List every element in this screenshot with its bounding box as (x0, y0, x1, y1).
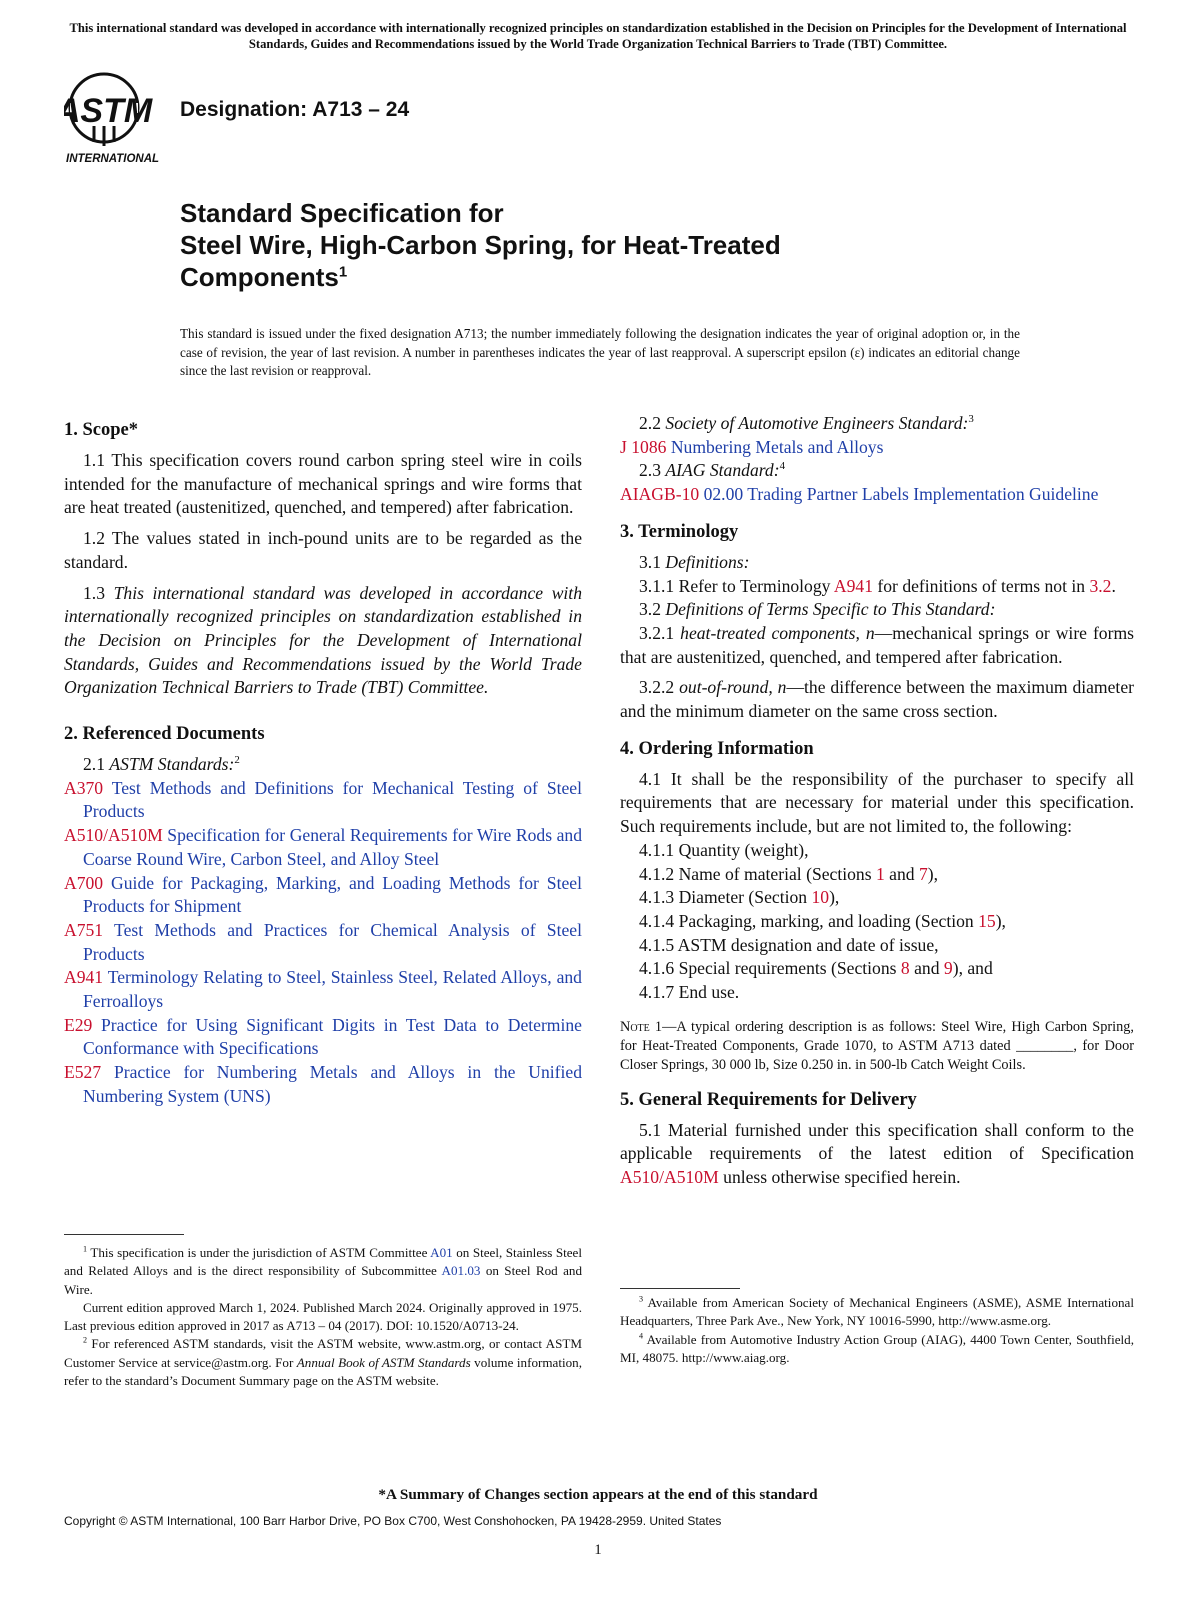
reference-item[interactable] (64, 966, 582, 1013)
reference-code[interactable]: A510/A510M (64, 825, 163, 846)
footnote-divider (64, 1234, 184, 1235)
footnote-3: $^3$ Available from American Society of Mechanical Engineers (ASME), ASME International Headquarters, Three Park Ave., New York, NY 10016-5990, http://www.asme.org. (620, 1294, 1134, 1329)
footnote-ref-2[interactable]: 2 (234, 754, 240, 767)
link-a01-03[interactable]: A01.03 (441, 1263, 481, 1279)
para-2-3: 2.3 AIAG Standard:$^4$ (639, 460, 786, 481)
reference-item[interactable] (64, 1014, 582, 1061)
para-1-2: 1.2 The values stated in inch-pound units are to be regarded as the standard. (64, 528, 582, 572)
ref-sae[interactable]: J 1086 Numbering Metals and Alloys (620, 436, 884, 457)
footnote-ref-4[interactable]: 4 (779, 460, 786, 473)
section-5-heading: 5. General Requirements for Delivery (620, 1089, 917, 1110)
reference-title[interactable]: Practice for Using Significant Digits in Test Data to Determine Conformance with Specifications (83, 1014, 582, 1059)
para-1-1: 1.1 This specification covers round carbon spring steel wire in coils intended for the manufacture of mechanical springs and wire forms that are heat treated (austenitized, quenched, and tempered) after fabrication. (64, 450, 582, 518)
item-4-1-1: 4.1.1 Quantity (weight), (639, 839, 809, 860)
footnote-1: $^1$ This specification is under the jurisdiction of ASTM Committee A01 on Steel, Stainless Steel and Related Alloys and is the direct responsibility of Subcommittee A01.03 on Steel Rod and Wire. (64, 1244, 583, 1297)
reference-code[interactable]: E29 (64, 1014, 93, 1035)
summary-note: *A Summary of Changes section appears at the end of this standard (378, 1486, 818, 1503)
left-column (64, 418, 583, 1389)
link-section-7[interactable]: 7 (918, 863, 928, 884)
link-section-10[interactable]: 10 (811, 887, 830, 908)
issued-note: This standard is issued under the fixed designation A713; the number immediately following the designation indicates the year of original adoption or, in the case of revision, the year of last revision. A number in parentheses indicates the year of last reapproval. A superscript epsilon (ε) indicates an editorial change since the last revision or reapproval. (180, 326, 1020, 378)
reference-item[interactable] (64, 919, 582, 966)
link-3-2[interactable]: 3.2 (1089, 575, 1112, 596)
footnote-2: $^2$ For referenced ASTM standards, visit the ASTM website, www.astm.org, or contact ASTM Customer Service at service@astm.org. For Annual Book of ASTM Standards volume information, refer to the standard’s Document Summary page on the ASTM website. (64, 1336, 582, 1389)
para-2-2: 2.2 Society of Automotive Engineers Standard:$^3$ (639, 413, 974, 433)
para-2-1: 2.1 ASTM Standards:$^2$ (83, 754, 240, 775)
document-title (180, 197, 781, 293)
link-section-15[interactable]: 15 (978, 910, 996, 931)
para-3-2-2: 3.2.2 out-of-round, n—the difference between the maximum diameter and the minimum diameter on the same cross section. (620, 677, 1134, 722)
para-3-1-1: 3.1.1 Refer to Terminology A941 for definitions of terms not in 3.2. (639, 575, 1116, 596)
reference-title[interactable]: Test Methods and Definitions for Mechanical Testing of Steel Products (83, 777, 582, 822)
item-4-1-5: 4.1.5 ASTM designation and date of issue, (639, 934, 939, 955)
para-5-1: 5.1 Material furnished under this specification shall conform to the applicable requirements of the latest edition of Specification A510/A510M unless otherwise specified herein. (620, 1119, 1134, 1188)
section-4-heading: 4. Ordering Information (620, 738, 814, 759)
item-4-1-2: 4.1.2 Name of material (Sections 1 and 7), (639, 863, 939, 884)
reference-title[interactable]: Terminology Relating to Steel, Stainless Steel, Related Alloys, and Ferroalloys (83, 967, 582, 1012)
footnote-1-edition: Current edition approved March 1, 2024. Published March 2024. Originally approved in 1975. Last previous edition approved in 2017 as A713 – 04 (2017). DOI: 10.1520/A0713-24. (64, 1299, 582, 1334)
title-footnote-ref[interactable]: 1 (338, 263, 348, 281)
top-notice: This international standard was developed in accordance with internationally recognized principles on standardization established in the Decision on Principles for the Development of International Standards, Guides and Recommendations issued by the World Trade Organization Technical Barriers to Trade (TBT) Committee. (69, 21, 1127, 51)
reference-item[interactable] (64, 872, 582, 919)
right-column (620, 412, 1134, 1365)
footnotes-left (64, 1244, 582, 1390)
footnotes-right (620, 1294, 1134, 1367)
copyright: Copyright © ASTM International, 100 Barr Harbor Drive, PO Box C700, West Conshohocken, PA 19428-2959. United States (64, 1514, 722, 1528)
para-1-3: 1.3 This international standard was developed in accordance with internationally recognized principles on standardization established in the Decision on Principles for the Development of International Standards, Guides and Recommendations issued by the World Trade Organization Technical Barriers to Trade (TBT) Committee. (64, 582, 582, 698)
item-4-1-4: 4.1.4 Packaging, marking, and loading (Section 15), (639, 910, 1006, 931)
link-section-1[interactable]: 1 (875, 863, 885, 884)
section-1-heading: 1. Scope* (64, 420, 138, 440)
link-section-8[interactable]: 8 (900, 958, 910, 979)
reference-code[interactable]: A700 (64, 872, 104, 893)
reference-item[interactable] (64, 824, 582, 871)
section-3-heading: 3. Terminology (620, 521, 739, 542)
astm-logo (64, 70, 170, 166)
reference-title[interactable]: Test Methods and Practices for Chemical Analysis of Steel Products (83, 919, 582, 964)
title-line-2: Steel Wire, High-Carbon Spring, for Heat-Treated (180, 230, 781, 260)
para-4-1: 4.1 It shall be the responsibility of the purchaser to specify all requirements that are necessary for material under this specification. Such requirements include, but are not limited to, the following: (620, 768, 1134, 837)
note-1: Note 1—A typical ordering description is as follows: Steel Wire, High Carbon Spring, for Heat-Treated Components, Grade 1070, to ASTM A713 dated ________, for Door Closer Springs, 30 000 lb, Size 0.250 in. in 500-lb Catch Weight Coils. (620, 1018, 1134, 1073)
designation: Designation: A713 – 24 (180, 98, 410, 121)
footnote-divider-right (620, 1288, 740, 1289)
section-2-heading: 2. Referenced Documents (64, 724, 265, 745)
reference-code[interactable]: A751 (64, 919, 104, 940)
link-section-9[interactable]: 9 (943, 958, 953, 979)
reference-title[interactable]: Guide for Packaging, Marking, and Loading Methods for Steel Products for Shipment (83, 872, 582, 917)
link-a01[interactable]: A01 (430, 1245, 453, 1260)
reference-code[interactable]: E527 (64, 1062, 102, 1083)
item-4-1-3: 4.1.3 Diameter (Section 10), (639, 887, 840, 908)
link-a941[interactable]: A941 (833, 575, 873, 596)
para-3-1: 3.1 Definitions: (639, 551, 750, 572)
link-a510[interactable]: A510/A510M (620, 1167, 719, 1188)
footnote-ref-3[interactable]: 3 (968, 413, 974, 426)
reference-item[interactable] (64, 777, 582, 824)
para-3-2-1: 3.2.1 heat-treated components, n—mechanical springs or wire forms that are austenitized, quenched, and tempered after fabrication. (620, 622, 1134, 667)
reference-item[interactable] (64, 1061, 582, 1108)
ref-aiag[interactable]: AIAGB-10 02.00 Trading Partner Labels Implementation Guideline (620, 484, 1099, 505)
item-4-1-6: 4.1.6 Special requirements (Sections 8 and 9), and (639, 958, 993, 979)
title-line-1: Standard Specification for (180, 198, 504, 228)
astm-logo-icon (64, 70, 170, 166)
reference-title[interactable]: Practice for Numbering Metals and Alloys in the Unified Numbering System (UNS) (83, 1062, 582, 1106)
reference-list (64, 777, 582, 1109)
logo-mark: ASTM (64, 92, 153, 130)
page-number: 1 (594, 1542, 602, 1558)
reference-code[interactable]: A370 (64, 777, 104, 798)
para-3-2: 3.2 Definitions of Terms Specific to This Standard: (639, 599, 996, 620)
footnote-4: $^4$ Available from Automotive Industry Action Group (AIAG), 4400 Town Center, Southfield, MI, 48075. http://www.aiag.org. (620, 1331, 1134, 1365)
reference-title[interactable]: Specification for General Requirements for Wire Rods and Coarse Round Wire, Carbon Steel, and Alloy Steel (83, 825, 582, 869)
item-4-1-7: 4.1.7 End use. (639, 982, 740, 1003)
logo-label: INTERNATIONAL (66, 153, 160, 165)
title-line-3: Components$^1$ (180, 262, 348, 292)
reference-code[interactable]: A941 (64, 967, 104, 988)
